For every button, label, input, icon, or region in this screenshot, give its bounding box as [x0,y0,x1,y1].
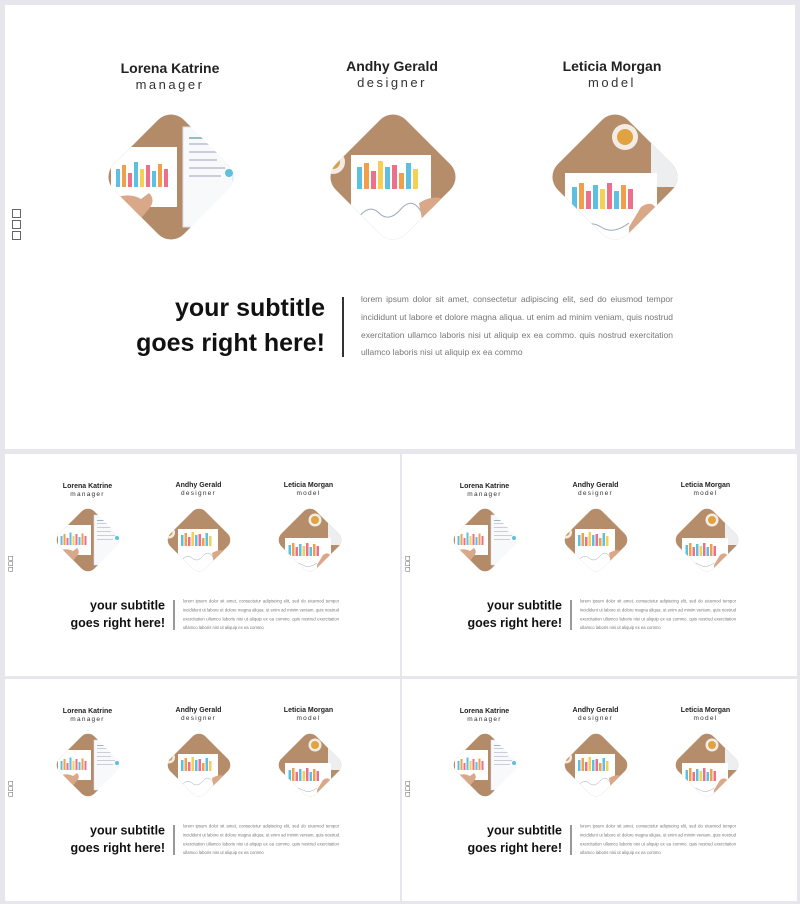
person-role: manager [70,490,105,498]
subtitle-line-1: your subtitle [486,823,562,838]
body-text: lorem ipsum dolor sit amet, consectetur adipiscing elit, sed do eiusmod tempor incididunt ut labore et dolore magna aliqua. ut enim ad minim veniam, quis nostrud exercitation ullamco laboris nisi ut aliquip ex ea commo. quis nostrud exercitation ullamco laboris nisi ut aliquip ex ea commo [580,598,736,631]
chart-photo-image [101,107,241,247]
chart-photo-image [561,730,631,800]
subtitle-line-2: goes right here! [467,841,562,855]
divider-bar [342,297,344,357]
nav-square-icon [12,209,21,218]
person-card-3 [661,481,751,498]
chart-photo-image [164,505,234,575]
nav-square-icon [9,792,14,797]
person-card-3 [264,706,354,723]
person-name: Leticia Morgan [562,58,662,74]
chart-photo-image [672,730,742,800]
chart-photo-image [450,730,520,800]
slide-content [402,679,797,901]
person-photo-1 [53,505,123,575]
person-role: designer [181,489,216,497]
nav-square-icon [406,567,411,572]
nav-squares [9,556,14,573]
person-card-3 [522,58,702,91]
slide-thumbnail-3[interactable] [5,679,400,901]
person-card-2 [551,481,641,498]
nav-square-icon [406,556,411,561]
chart-photo-image [561,505,631,575]
person-card-3 [661,706,751,723]
subtitle-line-1: your subtitle [486,598,562,613]
subtitle-line-1: your subtitle [89,598,165,613]
nav-square-icon [12,220,21,229]
chart-photo-image [450,505,520,575]
person-photo-1 [450,505,520,575]
person-name: Lorena Katrine [62,481,113,490]
slide-main[interactable] [5,5,795,449]
person-name: Leticia Morgan [680,705,731,714]
person-name: Andhy Gerald [175,705,222,714]
person-name: Lorena Katrine [459,706,510,715]
slide-thumbnail-1[interactable] [5,454,400,676]
divider-bar [174,825,175,855]
person-card-1 [80,60,260,93]
person-card-3 [264,481,354,498]
person-role: model [296,714,321,722]
person-name: Lorena Katrine [459,481,510,490]
person-name: Lorena Katrine [120,60,220,76]
nav-square-icon [9,781,14,786]
person-name: Lorena Katrine [62,706,113,715]
person-name: Andhy Gerald [572,480,619,489]
divider-bar [174,600,175,630]
person-photo-3 [672,505,742,575]
body-text: lorem ipsum dolor sit amet, consectetur adipiscing elit, sed do eiusmod tempor incididunt ut labore et dolore magna aliqua. ut enim ad minim veniam, quis nostrud exercitation ullamco laboris nisi ut aliquip ex ea commo. quis nostrud exercitation ullamco laboris nisi ut aliquip ex ea commo [580,823,736,856]
person-role: designer [578,714,613,722]
slide-content [402,454,797,676]
chart-photo-image [53,505,123,575]
subtitle [457,597,562,632]
person-role: designer [181,714,216,722]
body-text: lorem ipsum dolor sit amet, consectetur adipiscing elit, sed do eiusmod tempor incididunt ut labore et dolore magna aliqua. ut enim ad minim veniam, quis nostrud exercitation ullamco laboris nisi ut aliquip ex ea commo. quis nostrud exercitation ullamco laboris nisi ut aliquip ex ea commo [183,598,339,631]
person-card-1 [440,482,530,499]
subtitle [457,822,562,857]
nav-squares [12,209,22,242]
nav-squares [406,556,411,573]
nav-square-icon [406,792,411,797]
person-card-1 [440,707,530,724]
person-role: manager [467,715,502,723]
nav-square-icon [12,231,21,240]
person-photo-2 [323,107,463,247]
nav-square-icon [406,787,411,792]
subtitle-line-2: goes right here! [70,616,165,630]
person-photo-2 [164,730,234,800]
person-role: model [693,489,718,497]
slide-content [5,5,795,449]
person-role: manager [135,77,205,92]
person-role: model [693,714,718,722]
body-text: lorem ipsum dolor sit amet, consectetur adipiscing elit, sed do eiusmod tempor incididunt ut labore et dolore magna aliqua. ut enim ad minim veniam, quis nostrud exercitation ullamco laboris nisi ut aliquip ex ea commo. quis nostrud exercitation ullamco laboris nisi ut aliquip ex ea commo [183,823,339,856]
person-role: model [296,489,321,497]
person-photo-2 [561,730,631,800]
person-photo-1 [53,730,123,800]
person-photo-3 [275,730,345,800]
person-photo-3 [545,107,685,247]
person-card-2 [154,706,244,723]
subtitle-line-1: your subtitle [89,823,165,838]
nav-square-icon [9,562,14,567]
subtitle [60,597,165,632]
nav-squares [406,781,411,798]
person-role: designer [357,75,427,90]
chart-photo-image [53,730,123,800]
nav-square-icon [406,562,411,567]
chart-photo-image [275,730,345,800]
subtitle-line-2: goes right here! [467,616,562,630]
nav-square-icon [9,556,14,561]
person-photo-3 [275,505,345,575]
body-text: lorem ipsum dolor sit amet, consectetur adipiscing elit, sed do eiusmod tempor incididunt ut labore et dolore magna aliqua. ut enim ad minim veniam, quis nostrud exercitation ullamco laboris nisi ut aliquip ex ea commo. quis nostrud exercitation ullamco laboris nisi ut aliquip ex ea commo [361,294,673,358]
slide-thumbnail-2[interactable] [402,454,797,676]
person-name: Andhy Gerald [175,480,222,489]
person-photo-2 [164,505,234,575]
person-role: manager [467,490,502,498]
person-card-2 [551,706,641,723]
slide-content [5,454,400,676]
subtitle-line-1: your subtitle [174,294,325,322]
person-role: model [588,75,636,90]
person-name: Andhy Gerald [572,705,619,714]
person-card-2 [154,481,244,498]
person-role: designer [578,489,613,497]
person-photo-1 [101,107,241,247]
nav-square-icon [9,787,14,792]
person-role: manager [70,715,105,723]
divider-bar [571,600,572,630]
person-photo-2 [561,505,631,575]
chart-photo-image [275,505,345,575]
person-name: Andhy Gerald [346,58,438,74]
chart-photo-image [164,730,234,800]
slide-content [5,679,400,901]
person-photo-1 [450,730,520,800]
chart-photo-image [323,107,463,247]
person-card-2 [302,58,482,91]
person-name: Leticia Morgan [283,480,334,489]
person-card-1 [43,482,133,499]
person-photo-3 [672,730,742,800]
nav-square-icon [406,781,411,786]
person-name: Leticia Morgan [680,480,731,489]
person-name: Leticia Morgan [283,705,334,714]
subtitle-line-2: goes right here! [136,329,325,357]
chart-photo-image [672,505,742,575]
subtitle [115,291,325,361]
divider-bar [571,825,572,855]
subtitle [60,822,165,857]
slide-thumbnail-4[interactable] [402,679,797,901]
subtitle-line-2: goes right here! [70,841,165,855]
nav-squares [9,781,14,798]
person-card-1 [43,707,133,724]
nav-square-icon [9,567,14,572]
chart-photo-image [545,107,685,247]
